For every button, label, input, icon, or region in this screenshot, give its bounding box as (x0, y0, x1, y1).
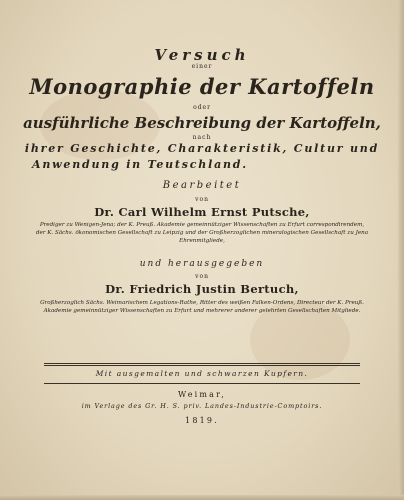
author-name: Dr. Carl Wilhelm Ernst Putsche, (94, 205, 310, 219)
author-description-line: Ehrenmitgliede, (179, 238, 225, 244)
subtitle-line-2: Anwendung in Teutschland. (32, 158, 248, 171)
publication-place: Weimar, (177, 390, 227, 399)
page-edge-right (398, 0, 404, 500)
publication-year: 1819. (185, 416, 219, 425)
title-oder: oder (193, 104, 211, 111)
title-einer: einer (191, 63, 213, 70)
title-nach: nach (192, 134, 212, 141)
divider-rule (44, 383, 360, 384)
divider-rule (44, 363, 360, 364)
editor-description-line: Großherzoglich Sächs. Weimarischem Legations-Rathe, Ritter des weißen Falken-Ordens, Directeur der K. Preuß. (40, 300, 364, 306)
title-page-content (14, 0, 390, 500)
editor-name: Dr. Friedrich Justin Bertuch, (105, 282, 299, 296)
bearbeitet-label: Bearbeitet (162, 180, 242, 191)
main-title: Monographie der Kartoffeln (29, 74, 375, 99)
divider-rule (44, 365, 360, 366)
illustrations-note: Mit ausgemalten und schwarzen Kupfern. (95, 369, 309, 378)
von-label: von (195, 273, 209, 280)
herausgegeben-label: und herausgegeben (139, 259, 265, 269)
subtitle-line-1: ihrer Geschichte, Charakteristik, Cultur und (24, 142, 380, 155)
title-versuch: Versuch (154, 46, 250, 64)
author-description-line: Prediger zu Wenigen-Jena; der K. Preuß. Akademie gemeinnütziger Wissenschaften zu Erfurt correspondirendem, (39, 222, 365, 228)
publisher: im Verlage des Gr. H. S. priv. Landes-Industrie-Comptoirs. (81, 402, 323, 410)
von-label: von (195, 196, 209, 203)
author-description-line: der K. Sächs. ökonomischen Gesellschaft zu Leipzig und der Großherzoglichen mineralogischen Gesellschaft zu Jena (35, 230, 369, 236)
editor-description-line: Akademie gemeinnütziger Wissenschaften zu Erfurt und mehrerer anderer gelehrten Gesellschaften Mitgliede. (43, 308, 361, 314)
subtitle: ausführliche Beschreibung der Kartoffeln, (23, 114, 381, 132)
